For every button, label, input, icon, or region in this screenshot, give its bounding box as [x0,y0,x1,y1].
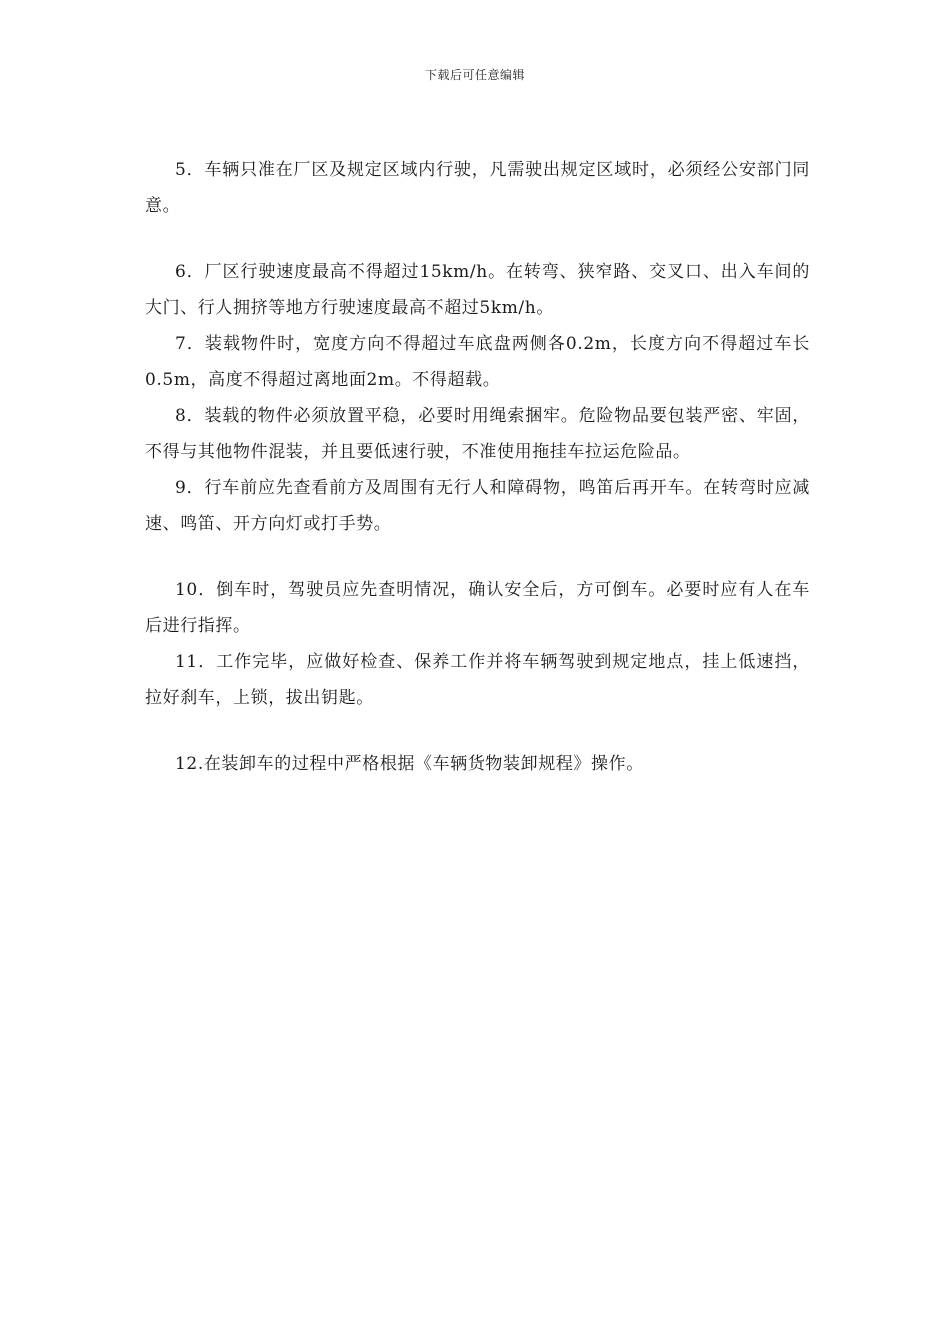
document-body [145,152,810,782]
page-header-note: 下载后可任意编辑 [424,68,525,82]
paragraph-item-6: 6．厂区行驶速度最高不得超过15km/h。在转弯、狭窄路、交叉口、出入车间的大门、行人拥挤等地方行驶速度最高不超过5km/h。 [145,262,810,318]
paragraph-item-8: 8．装载的物件必须放置平稳，必要时用绳索捆牢。危险物品要包装严密、牢固，不得与其他物件混装，并且要低速行驶，不准使用拖挂车拉运危险品。 [145,406,810,462]
paragraph-item-7: 7．装载物件时，宽度方向不得超过车底盘两侧各0.2m，长度方向不得超过车长0.5m，高度不得超过离地面2m。不得超载。 [145,334,810,390]
paragraph-item-10: 10．倒车时，驾驶员应先查明情况，确认安全后，方可倒车。必要时应有人在车后进行指挥。 [145,580,810,636]
paragraph-item-11: 11．工作完毕，应做好检查、保养工作并将车辆驾驶到规定地点，挂上低速挡，拉好刹车，上锁，拔出钥匙。 [145,652,810,708]
paragraph-item-5: 5．车辆只准在厂区及规定区域内行驶，凡需驶出规定区域时，必须经公安部门同意。 [145,160,810,216]
paragraph-item-12: 12.在装卸车的过程中严格根据《车辆货物装卸规程》操作。 [175,754,644,774]
paragraph-item-9: 9．行车前应先查看前方及周围有无行人和障碍物，鸣笛后再开车。在转弯时应减速、鸣笛、开方向灯或打手势。 [145,478,810,534]
